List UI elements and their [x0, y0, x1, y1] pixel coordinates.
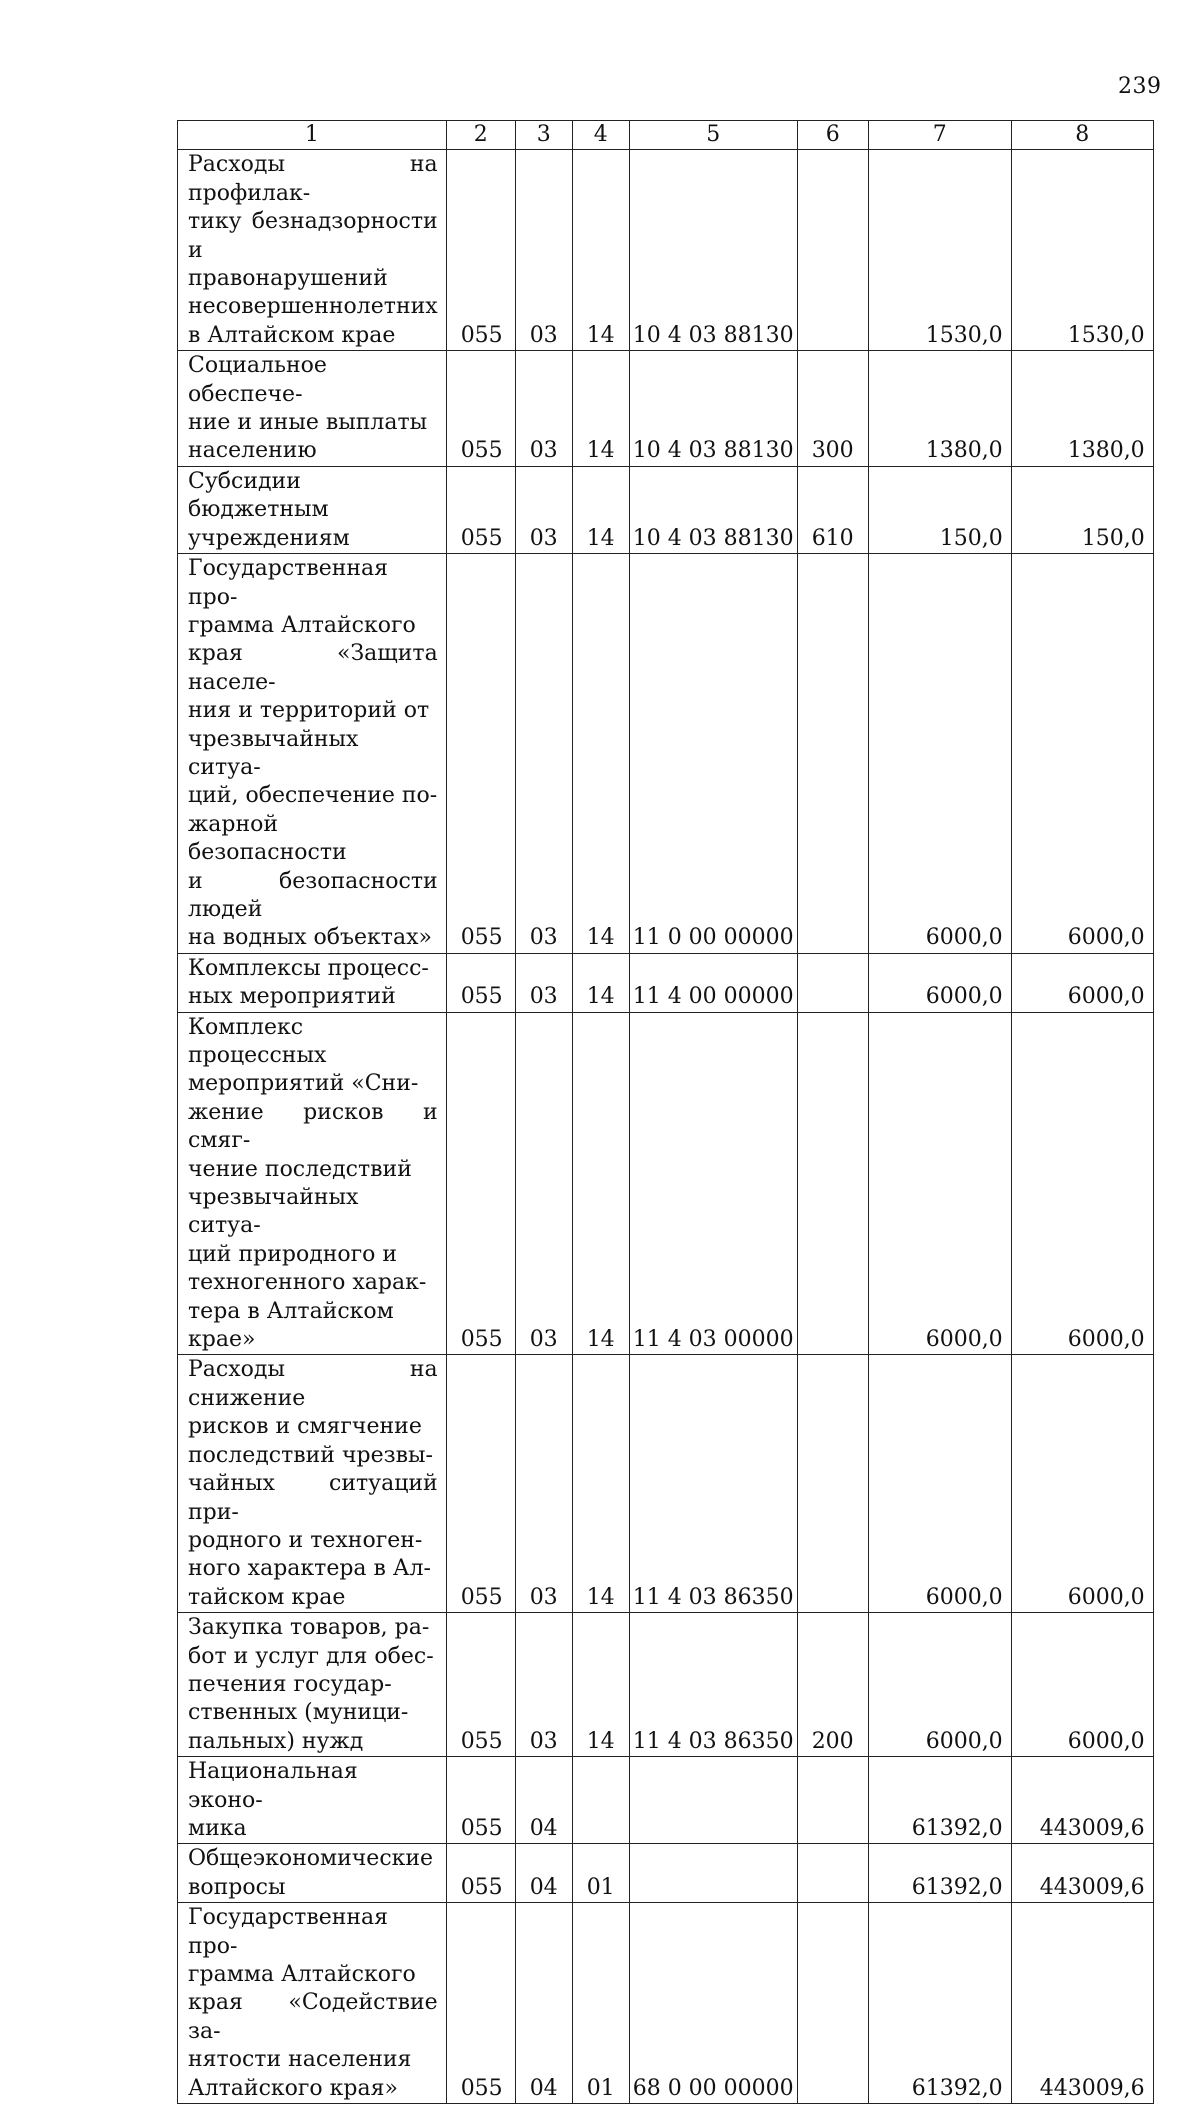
header-cell-4: 4 — [572, 121, 629, 150]
amount-year1-cell: 1380,0 — [868, 351, 1011, 467]
description-cell — [178, 1613, 447, 1757]
description-line: жарной безопасности — [188, 811, 347, 866]
description-line: Государственная про- — [188, 1905, 389, 1959]
subsection-code-cell: 14 — [572, 466, 629, 553]
description-line: Общеэкономические — [188, 1846, 434, 1872]
description-line: края «Защита населе- — [188, 641, 438, 695]
section-code-cell: 04 — [515, 1903, 572, 2104]
description-cell — [178, 1012, 447, 1355]
expense-type-cell — [797, 1844, 868, 1903]
description-line: и безопасности людей — [188, 868, 438, 922]
table-row — [178, 953, 1154, 1012]
description-line: последствий чрезвы- — [188, 1442, 433, 1468]
expense-type-cell — [797, 1012, 868, 1355]
header-cell-2: 2 — [446, 121, 515, 150]
description-line: чрезвычайных ситуа- — [188, 726, 359, 780]
header-cell-1: 1 — [178, 121, 447, 150]
amount-year2-cell: 150,0 — [1011, 466, 1153, 553]
description-line: правонарушений — [188, 266, 388, 292]
amount-year1-cell: 6000,0 — [868, 1355, 1011, 1613]
ministry-code-cell: 055 — [446, 466, 515, 553]
table-row — [178, 1903, 1154, 2104]
amount-year2-cell: 6000,0 — [1011, 1012, 1153, 1355]
description-line: чение последствий — [188, 1156, 412, 1182]
ministry-code-cell: 055 — [446, 953, 515, 1012]
description-cell — [178, 150, 447, 351]
description-line: грамма Алтайского — [188, 1962, 416, 1987]
description-line: чрезвычайных ситуа- — [188, 1185, 359, 1239]
description-line: ций, обеспечение по- — [188, 783, 438, 809]
description-line: родного и техноген- — [188, 1527, 423, 1553]
description-cell — [178, 1757, 447, 1844]
table-row — [178, 1613, 1154, 1757]
amount-year2-cell: 443009,6 — [1011, 1844, 1153, 1903]
description-line: бот и услуг для обес- — [188, 1643, 434, 1669]
description-line: мика — [188, 1815, 247, 1841]
description-line: Комплекс процессных — [188, 1014, 327, 1068]
section-code-cell: 03 — [515, 1355, 572, 1613]
amount-year1-cell: 6000,0 — [868, 953, 1011, 1012]
table-row — [178, 1844, 1154, 1903]
description-line: Субсидии бюджетным — [188, 468, 329, 523]
section-code-cell: 03 — [515, 466, 572, 553]
description-line: крае» — [188, 1327, 256, 1353]
table-row — [178, 1012, 1154, 1355]
amount-year1-cell: 6000,0 — [868, 554, 1011, 954]
amount-year2-cell: 6000,0 — [1011, 554, 1153, 954]
amount-year2-cell: 1380,0 — [1011, 351, 1153, 467]
description-line: мероприятий «Сни- — [188, 1071, 419, 1097]
subsection-code-cell: 14 — [572, 1613, 629, 1757]
amount-year2-cell: 6000,0 — [1011, 1355, 1153, 1613]
description-line: чайных ситуаций при- — [188, 1471, 438, 1525]
table-row — [178, 554, 1154, 954]
target-article-cell: 11 4 03 00000 — [629, 1012, 797, 1355]
expense-type-cell — [797, 150, 868, 351]
budget-table — [177, 120, 1154, 2104]
expense-type-cell — [797, 1757, 868, 1844]
description-line: на водных объектах» — [188, 925, 432, 951]
header-cell-5: 5 — [629, 121, 797, 150]
section-code-cell: 04 — [515, 1844, 572, 1903]
description-cell — [178, 1844, 447, 1903]
table-row — [178, 1355, 1154, 1613]
section-code-cell: 03 — [515, 554, 572, 954]
subsection-code-cell: 14 — [572, 1355, 629, 1613]
amount-year1-cell: 6000,0 — [868, 1012, 1011, 1355]
ministry-code-cell: 055 — [446, 150, 515, 351]
target-article-cell: 68 0 00 00000 — [629, 1903, 797, 2104]
section-code-cell: 03 — [515, 351, 572, 467]
description-line: населению — [188, 438, 317, 464]
target-article-cell: 11 4 03 86350 — [629, 1355, 797, 1613]
amount-year2-cell: 443009,6 — [1011, 1757, 1153, 1844]
description-line: ния и территорий от — [188, 698, 430, 724]
description-line: Алтайского края» — [188, 2075, 398, 2101]
target-article-cell: 10 4 03 88130 — [629, 150, 797, 351]
description-line: техногенного харак- — [188, 1270, 427, 1296]
target-article-cell: 11 0 00 00000 — [629, 554, 797, 954]
target-article-cell: 10 4 03 88130 — [629, 351, 797, 467]
description-cell — [178, 554, 447, 954]
description-line: рисков и смягчение — [188, 1414, 422, 1440]
amount-year1-cell: 150,0 — [868, 466, 1011, 553]
description-line: тику безнадзорности и — [188, 209, 438, 263]
expense-type-cell — [797, 554, 868, 954]
section-code-cell: 03 — [515, 1012, 572, 1355]
amount-year1-cell: 61392,0 — [868, 1903, 1011, 2104]
target-article-cell: 11 4 03 86350 — [629, 1613, 797, 1757]
target-article-cell — [629, 1844, 797, 1903]
target-article-cell: 10 4 03 88130 — [629, 466, 797, 553]
ministry-code-cell: 055 — [446, 351, 515, 467]
section-code-cell: 04 — [515, 1757, 572, 1844]
description-line: Закупка товаров, ра- — [188, 1615, 430, 1641]
description-line: Государственная про- — [188, 556, 389, 610]
expense-type-cell: 610 — [797, 466, 868, 553]
table-row — [178, 150, 1154, 351]
expense-type-cell: 200 — [797, 1613, 868, 1757]
ministry-code-cell: 055 — [446, 1903, 515, 2104]
subsection-code-cell: 14 — [572, 1012, 629, 1355]
subsection-code-cell: 14 — [572, 554, 629, 954]
header-cell-3: 3 — [515, 121, 572, 150]
description-cell — [178, 1903, 447, 2104]
amount-year2-cell: 6000,0 — [1011, 1613, 1153, 1757]
ministry-code-cell: 055 — [446, 554, 515, 954]
description-line: Социальное обеспече- — [188, 353, 327, 407]
ministry-code-cell: 055 — [446, 1012, 515, 1355]
ministry-code-cell: 055 — [446, 1613, 515, 1757]
subsection-code-cell: 14 — [572, 351, 629, 467]
target-article-cell: 11 4 00 00000 — [629, 953, 797, 1012]
section-code-cell: 03 — [515, 1613, 572, 1757]
amount-year2-cell: 443009,6 — [1011, 1903, 1153, 2104]
description-line: ных мероприятий — [188, 984, 396, 1010]
section-code-cell: 03 — [515, 150, 572, 351]
description-line: печения государ- — [188, 1671, 392, 1697]
description-line: тера в Алтайском — [188, 1298, 394, 1324]
subsection-code-cell: 01 — [572, 1844, 629, 1903]
header-row — [178, 121, 1154, 150]
ministry-code-cell: 055 — [446, 1757, 515, 1844]
description-line: в Алтайском крае — [188, 322, 396, 348]
table-row — [178, 466, 1154, 553]
description-line: ций природного и — [188, 1241, 398, 1267]
description-line: Расходы на снижение — [188, 1357, 438, 1411]
table-row — [178, 1757, 1154, 1844]
amount-year2-cell: 1530,0 — [1011, 150, 1153, 351]
header-cell-8: 8 — [1011, 121, 1153, 150]
description-line: жение рисков и смяг- — [188, 1099, 438, 1154]
description-line: нятости населения — [188, 2047, 412, 2073]
page-number: 239 — [1118, 74, 1162, 99]
description-cell — [178, 351, 447, 467]
description-line: грамма Алтайского — [188, 612, 416, 638]
amount-year1-cell: 1530,0 — [868, 150, 1011, 351]
table-row — [178, 351, 1154, 467]
description-line: Расходы на профилак- — [188, 152, 438, 206]
amount-year2-cell: 6000,0 — [1011, 953, 1153, 1012]
description-line: тайском крае — [188, 1584, 346, 1610]
description-line: ного характера в Ал- — [188, 1556, 431, 1582]
description-line: Национальная эконо- — [188, 1759, 358, 1813]
description-line: ние и иные выплаты — [188, 410, 428, 436]
description-line: вопросы — [188, 1874, 286, 1900]
section-code-cell: 03 — [515, 953, 572, 1012]
subsection-code-cell: 14 — [572, 150, 629, 351]
expense-type-cell — [797, 1903, 868, 2104]
description-cell — [178, 1355, 447, 1613]
amount-year1-cell: 6000,0 — [868, 1613, 1011, 1757]
description-line: Комплексы процесс- — [188, 955, 429, 981]
expense-type-cell: 300 — [797, 351, 868, 467]
amount-year1-cell: 61392,0 — [868, 1757, 1011, 1844]
expense-type-cell — [797, 953, 868, 1012]
description-cell — [178, 953, 447, 1012]
description-line: учреждениям — [188, 525, 350, 551]
description-cell — [178, 466, 447, 553]
description-line: несовершеннолетних — [188, 294, 438, 320]
ministry-code-cell: 055 — [446, 1844, 515, 1903]
subsection-code-cell: 01 — [572, 1903, 629, 2104]
expense-type-cell — [797, 1355, 868, 1613]
subsection-code-cell: 14 — [572, 953, 629, 1012]
subsection-code-cell — [572, 1757, 629, 1844]
description-line: пальных) нужд — [188, 1728, 364, 1754]
header-cell-6: 6 — [797, 121, 868, 150]
description-line: края «Содействие за- — [188, 1990, 438, 2044]
description-line: ственных (муници- — [188, 1700, 409, 1726]
target-article-cell — [629, 1757, 797, 1844]
amount-year1-cell: 61392,0 — [868, 1844, 1011, 1903]
header-cell-7: 7 — [868, 121, 1011, 150]
ministry-code-cell: 055 — [446, 1355, 515, 1613]
